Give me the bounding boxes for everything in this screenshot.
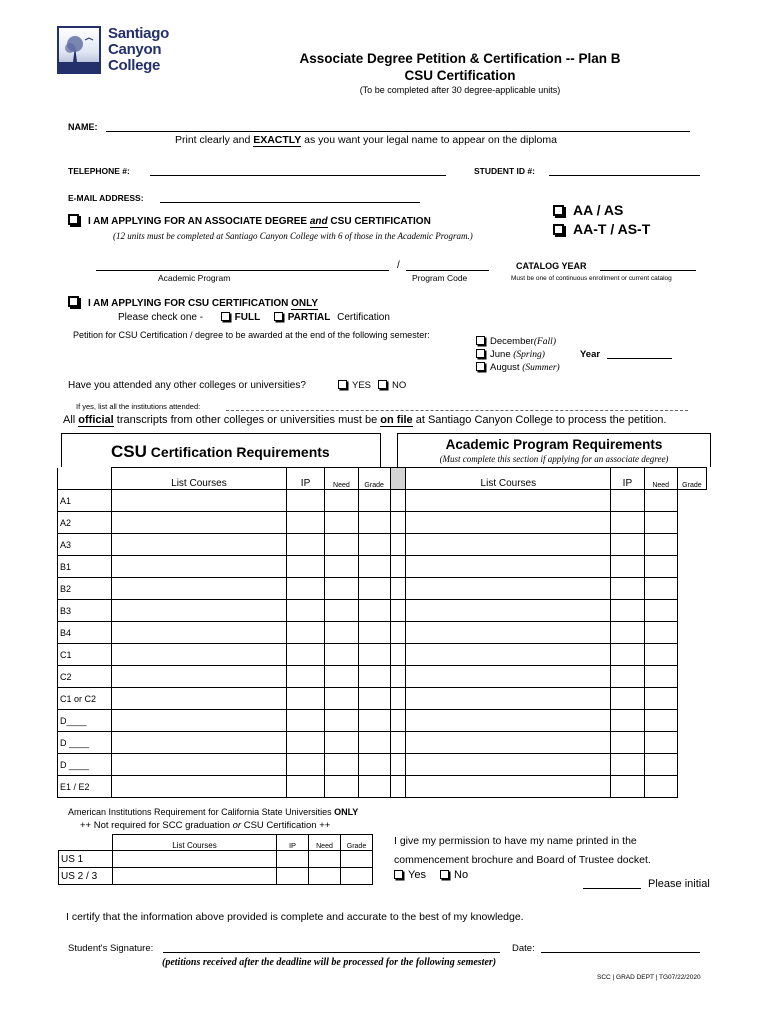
year-label: Year <box>580 349 601 360</box>
petition-text: Petition for CSU Certification / degree to be awarded at the end of the following semester: <box>73 330 430 340</box>
partial-checkbox[interactable] <box>274 312 283 321</box>
academic-ip-header: IP <box>611 468 644 490</box>
csu-grade-header: Grade <box>358 468 390 490</box>
csu-course-cell[interactable] <box>112 666 287 688</box>
academic-grade-cell[interactable] <box>644 688 677 710</box>
catalog-year-label: CATALOG YEAR <box>516 261 587 271</box>
academic-need-cell[interactable] <box>611 578 644 600</box>
initial-field[interactable] <box>583 878 641 889</box>
csu-grade-cell[interactable] <box>358 666 390 688</box>
email-field[interactable] <box>160 192 420 203</box>
apply-csu-only: I AM APPLYING FOR CSU CERTIFICATION ONLY <box>68 296 318 309</box>
permission-no: No <box>440 869 468 881</box>
requirement-row-label: B1 <box>58 556 112 578</box>
transcripts-notice: All official transcripts from other colleges or universities must be on file at Santiago Canyon College to process the petition. <box>63 414 667 426</box>
requirement-row-label: D____ <box>58 710 112 732</box>
academic-ip-cell[interactable] <box>406 512 611 534</box>
requirement-row <box>58 622 707 644</box>
csu-grade-cell[interactable] <box>358 556 390 578</box>
csu-grade-cell[interactable] <box>358 490 390 512</box>
american-institutions-title: American Institutions Requirement for California State Universities ONLY <box>68 807 359 817</box>
csu-list-courses-header: List Courses <box>112 468 287 490</box>
academic-ip-cell[interactable] <box>406 556 611 578</box>
csu-word: CSU <box>111 442 147 461</box>
requirement-row <box>58 512 707 534</box>
academic-need-cell[interactable] <box>611 644 644 666</box>
american-ip-header: IP <box>277 835 309 851</box>
us23-label: US 2 / 3 <box>59 868 113 885</box>
csu-ip-cell[interactable] <box>286 732 324 754</box>
academic-ip-cell[interactable] <box>406 732 611 754</box>
csu-ip-cell[interactable] <box>286 534 324 556</box>
requirement-row-label: D ____ <box>58 732 112 754</box>
american-list-courses-header: List Courses <box>113 835 277 851</box>
csu-ip-cell[interactable] <box>286 556 324 578</box>
academic-course-cell[interactable] <box>390 688 406 710</box>
american-institutions-table <box>58 834 373 885</box>
academic-course-cell[interactable] <box>390 622 406 644</box>
logo-line-1: Santiago <box>108 25 169 42</box>
email-label: E-MAIL ADDRESS: <box>68 193 144 203</box>
name-field[interactable] <box>106 121 690 132</box>
american-row-us1 <box>59 851 373 868</box>
us1-need-cell[interactable] <box>309 851 341 868</box>
csu-need-cell[interactable] <box>325 622 358 644</box>
certification-label: Certification <box>337 312 390 323</box>
title-line-2: CSU Certification <box>404 68 516 83</box>
option-aat-ast: AA-T / AS-T <box>553 221 650 237</box>
academic-grade-header: Grade <box>677 468 706 490</box>
permission-yes: Yes <box>394 869 426 881</box>
academic-ip-cell[interactable] <box>406 688 611 710</box>
permission-line-1: I give my permission to have my name printed in the <box>394 835 637 847</box>
academic-course-cell[interactable] <box>390 490 406 512</box>
american-not-required: ++ Not required for SCC graduation or CSU Certification ++ <box>80 820 331 831</box>
only-emphasis: ONLY <box>291 298 319 309</box>
academic-course-cell[interactable] <box>390 512 406 534</box>
academic-grade-cell[interactable] <box>644 512 677 534</box>
academic-grade-cell[interactable] <box>644 622 677 644</box>
academic-ip-cell[interactable] <box>406 490 611 512</box>
american-grade-header: Grade <box>341 835 373 851</box>
term-december: December(Fall) <box>476 336 556 347</box>
csu-ip-cell[interactable] <box>286 666 324 688</box>
requirement-row <box>58 556 707 578</box>
attended-question: Have you attended any other colleges or universities? <box>68 380 306 391</box>
academic-course-cell[interactable] <box>390 556 406 578</box>
please-initial-label: Please initial <box>648 878 710 890</box>
csu-ip-cell[interactable] <box>286 644 324 666</box>
form-title <box>200 50 720 84</box>
term-august: August (Summer) <box>476 362 560 373</box>
csu-need-header: Need <box>325 468 358 490</box>
csu-need-cell[interactable] <box>325 732 358 754</box>
summer-label: (Summer) <box>522 363 560 373</box>
academic-program-label: Academic Program <box>158 273 231 283</box>
signature-field[interactable] <box>163 942 500 953</box>
academic-ip-cell[interactable] <box>406 600 611 622</box>
csu-need-cell[interactable] <box>325 600 358 622</box>
american-need-header: Need <box>309 835 341 851</box>
academic-program-field[interactable] <box>96 260 389 271</box>
academic-ip-cell[interactable] <box>406 644 611 666</box>
american-row-us23 <box>59 868 373 885</box>
academic-ip-cell[interactable] <box>406 578 611 600</box>
requirement-row-label: C2 <box>58 666 112 688</box>
name-colon: : <box>94 122 98 132</box>
permission-yes-checkbox[interactable] <box>394 870 403 879</box>
aa-as-checkbox[interactable] <box>553 205 564 216</box>
catalog-note: Must be one of continuous enrollment or current catalog <box>511 275 672 282</box>
academic-list-courses-header: List Courses <box>406 468 611 490</box>
attended-no: NO <box>378 380 406 391</box>
csu-need-cell[interactable] <box>325 534 358 556</box>
academic-need-cell[interactable] <box>611 534 644 556</box>
fall-label: (Fall) <box>533 337 556 347</box>
academic-course-cell[interactable] <box>390 644 406 666</box>
apply-associate-degree: I AM APPLYING FOR AN ASSOCIATE DEGREE and CSU CERTIFICATION <box>68 214 431 227</box>
logo-line-3: College <box>108 57 161 74</box>
academic-grade-cell[interactable] <box>644 534 677 556</box>
units-note: (12 units must be completed at Santiago Canyon College with 6 of those in the Academic Program.) <box>113 231 473 241</box>
csu-ip-header: IP <box>286 468 324 490</box>
academic-need-cell[interactable] <box>611 666 644 688</box>
tree-icon <box>59 28 101 74</box>
requirement-row <box>58 732 707 754</box>
academic-ip-cell[interactable] <box>406 666 611 688</box>
csu-course-cell[interactable] <box>112 622 287 644</box>
and-emphasis: and <box>309 216 328 227</box>
title-line-1: Associate Degree Petition & Certification -- Plan B <box>299 51 621 66</box>
academic-need-cell[interactable] <box>611 776 644 798</box>
date-field[interactable] <box>541 942 700 953</box>
csu-course-cell[interactable] <box>112 754 287 776</box>
college-logo-name <box>108 26 169 74</box>
academic-ip-cell[interactable] <box>406 710 611 732</box>
telephone-field[interactable] <box>150 165 446 176</box>
academic-need-cell[interactable] <box>611 754 644 776</box>
requirement-row-label: B4 <box>58 622 112 644</box>
us23-ip-cell[interactable] <box>277 868 309 885</box>
attended-yes: YES <box>338 380 371 391</box>
academic-grade-cell[interactable] <box>644 578 677 600</box>
requirement-row-label: C1 or C2 <box>58 688 112 710</box>
requirement-row <box>58 754 707 776</box>
academic-course-cell[interactable] <box>390 776 406 798</box>
academic-ip-cell[interactable] <box>406 534 611 556</box>
academic-need-cell[interactable] <box>611 490 644 512</box>
associate-degree-checkbox[interactable] <box>68 214 79 225</box>
csu-course-cell[interactable] <box>112 710 287 732</box>
csu-course-cell[interactable] <box>112 776 287 798</box>
program-slash: / <box>397 260 400 271</box>
csu-course-cell[interactable] <box>112 512 287 534</box>
csu-ip-cell[interactable] <box>286 578 324 600</box>
requirement-row <box>58 490 707 512</box>
requirement-row-label: C1 <box>58 644 112 666</box>
june-checkbox[interactable] <box>476 349 485 358</box>
academic-course-cell[interactable] <box>390 578 406 600</box>
american-header-row <box>59 835 373 851</box>
full-checkbox[interactable] <box>221 312 230 321</box>
csu-need-cell[interactable] <box>325 688 358 710</box>
student-id-field[interactable] <box>549 165 700 176</box>
csu-ip-cell[interactable] <box>286 688 324 710</box>
csu-requirements-table <box>57 467 707 798</box>
program-code-field[interactable] <box>406 260 489 271</box>
logo-line-2: Canyon <box>108 41 162 58</box>
student-id-label: STUDENT ID #: <box>474 166 535 176</box>
table-header-row <box>58 468 707 490</box>
csu-ip-cell[interactable] <box>286 776 324 798</box>
csu-course-cell[interactable] <box>112 600 287 622</box>
table-divider <box>390 468 406 490</box>
catalog-year-field[interactable] <box>600 260 696 271</box>
check-one-label: Please check one - <box>118 312 204 323</box>
row-label-header <box>58 468 112 490</box>
requirement-row-label: B2 <box>58 578 112 600</box>
academic-grade-cell[interactable] <box>644 556 677 578</box>
or-label: or <box>232 820 242 831</box>
csu-course-cell[interactable] <box>112 534 287 556</box>
requirement-row-label: D ____ <box>58 754 112 776</box>
requirement-row <box>58 710 707 732</box>
csu-need-cell[interactable] <box>325 490 358 512</box>
permission-text <box>394 832 651 870</box>
full-label: FULL <box>234 312 261 323</box>
college-logo-emblem <box>57 26 101 74</box>
us1-label: US 1 <box>59 851 113 868</box>
academic-table-title: Academic Program Requirements <box>445 437 663 452</box>
csu-grade-cell[interactable] <box>358 622 390 644</box>
requirement-row-label: A3 <box>58 534 112 556</box>
academic-course-cell[interactable] <box>390 666 406 688</box>
name-label: NAME: <box>68 122 98 132</box>
csu-course-cell[interactable] <box>112 688 287 710</box>
academic-grade-cell[interactable] <box>644 644 677 666</box>
csu-ip-cell[interactable] <box>286 622 324 644</box>
csu-course-cell[interactable] <box>112 732 287 754</box>
program-code-label: Program Code <box>412 273 468 283</box>
csu-ip-cell[interactable] <box>286 754 324 776</box>
aat-ast-checkbox[interactable] <box>553 224 564 235</box>
academic-need-header: Need <box>644 468 677 490</box>
spring-label: (Spring) <box>513 350 545 360</box>
name-hint: Print clearly and EXACTLY as you want your legal name to appear on the diploma <box>175 134 557 146</box>
academic-grade-cell[interactable] <box>644 732 677 754</box>
academic-grade-cell[interactable] <box>644 776 677 798</box>
csu-table-title: CSU Certification Requirements <box>111 442 330 461</box>
requirement-row-label: A1 <box>58 490 112 512</box>
csu-need-cell[interactable] <box>325 556 358 578</box>
csu-grade-cell[interactable] <box>358 732 390 754</box>
academic-need-cell[interactable] <box>611 688 644 710</box>
requirement-row <box>58 688 707 710</box>
requirement-row-label: E1 / E2 <box>58 776 112 798</box>
academic-need-cell[interactable] <box>611 556 644 578</box>
academic-grade-cell[interactable] <box>644 600 677 622</box>
csu-course-cell[interactable] <box>112 644 287 666</box>
only-label: ONLY <box>334 807 359 817</box>
csu-need-cell[interactable] <box>325 644 358 666</box>
csu-ip-cell[interactable] <box>286 490 324 512</box>
academic-need-cell[interactable] <box>611 600 644 622</box>
academic-grade-cell[interactable] <box>644 754 677 776</box>
requirement-row <box>58 644 707 666</box>
csu-only-checkbox[interactable] <box>68 296 79 307</box>
csu-ip-cell[interactable] <box>286 512 324 534</box>
check-one-row <box>118 312 390 323</box>
csu-course-cell[interactable] <box>112 578 287 600</box>
csu-need-cell[interactable] <box>325 776 358 798</box>
csu-grade-cell[interactable] <box>358 754 390 776</box>
attended-no-checkbox[interactable] <box>378 380 387 389</box>
telephone-label: TELEPHONE #: <box>68 166 130 176</box>
american-label-header <box>59 835 113 851</box>
us1-grade-cell[interactable] <box>341 851 373 868</box>
requirement-row <box>58 600 707 622</box>
academic-course-cell[interactable] <box>390 534 406 556</box>
csu-grade-cell[interactable] <box>358 710 390 732</box>
requirement-row <box>58 534 707 556</box>
csu-grade-cell[interactable] <box>358 512 390 534</box>
december-checkbox[interactable] <box>476 336 485 345</box>
requirement-row-label: B3 <box>58 600 112 622</box>
academic-course-cell[interactable] <box>390 732 406 754</box>
form-subtitle: (To be completed after 30 degree-applicable units) <box>359 85 561 95</box>
academic-grade-cell[interactable] <box>644 490 677 512</box>
csu-course-cell[interactable] <box>112 556 287 578</box>
csu-need-cell[interactable] <box>325 754 358 776</box>
term-june: June (Spring) <box>476 349 545 360</box>
requirement-row-label: A2 <box>58 512 112 534</box>
csu-grade-cell[interactable] <box>358 534 390 556</box>
option-aa-as: AA / AS <box>553 202 623 218</box>
permission-no-checkbox[interactable] <box>440 870 449 879</box>
requirement-row <box>58 776 707 798</box>
partial-label: PARTIAL <box>287 312 331 323</box>
academic-grade-cell[interactable] <box>644 666 677 688</box>
academic-ip-cell[interactable] <box>406 754 611 776</box>
csu-grade-cell[interactable] <box>358 578 390 600</box>
academic-need-cell[interactable] <box>611 732 644 754</box>
on-file-emphasis: on file <box>380 414 413 426</box>
signature-label: Student's Signature: <box>68 943 154 954</box>
csu-need-cell[interactable] <box>325 578 358 600</box>
academic-ip-cell[interactable] <box>406 776 611 798</box>
academic-need-cell[interactable] <box>611 710 644 732</box>
us23-course-cell[interactable] <box>113 868 277 885</box>
us23-grade-cell[interactable] <box>341 868 373 885</box>
csu-need-cell[interactable] <box>325 710 358 732</box>
us1-course-cell[interactable] <box>113 851 277 868</box>
csu-ip-cell[interactable] <box>286 600 324 622</box>
certify-statement: I certify that the information above provided is complete and accurate to the best of my knowledge. <box>66 911 524 923</box>
csu-grade-cell[interactable] <box>358 688 390 710</box>
august-checkbox[interactable] <box>476 362 485 371</box>
official-emphasis: official <box>78 414 114 426</box>
if-yes-label: If yes, list all the institutions attended: <box>76 402 201 411</box>
csu-grade-cell[interactable] <box>358 776 390 798</box>
institutions-field[interactable] <box>226 410 688 411</box>
csu-course-cell[interactable] <box>112 490 287 512</box>
academic-ip-cell[interactable] <box>406 622 611 644</box>
requirement-row <box>58 578 707 600</box>
permission-line-2: commencement brochure and Board of Trustee docket. <box>394 854 651 866</box>
us1-ip-cell[interactable] <box>277 851 309 868</box>
academic-course-cell[interactable] <box>390 600 406 622</box>
academic-course-cell[interactable] <box>390 754 406 776</box>
us23-need-cell[interactable] <box>309 868 341 885</box>
academic-need-cell[interactable] <box>611 512 644 534</box>
academic-table-note: (Must complete this section if applying for an associate degree) <box>439 454 669 464</box>
academic-need-cell[interactable] <box>611 622 644 644</box>
academic-grade-cell[interactable] <box>644 710 677 732</box>
date-label: Date: <box>512 943 535 954</box>
csu-need-cell[interactable] <box>325 512 358 534</box>
year-field[interactable] <box>607 348 672 359</box>
deadline-note: (petitions received after the deadline will be processed for the following semester) <box>162 957 497 968</box>
academic-course-cell[interactable] <box>390 710 406 732</box>
csu-need-cell[interactable] <box>325 666 358 688</box>
requirement-row <box>58 666 707 688</box>
attended-yes-checkbox[interactable] <box>338 380 347 389</box>
name-hint-emphasis: EXACTLY <box>253 134 302 146</box>
csu-grade-cell[interactable] <box>358 600 390 622</box>
csu-ip-cell[interactable] <box>286 710 324 732</box>
form-code: SCC | GRAD DEPT | TG07/22/2020 <box>597 974 701 981</box>
csu-grade-cell[interactable] <box>358 644 390 666</box>
